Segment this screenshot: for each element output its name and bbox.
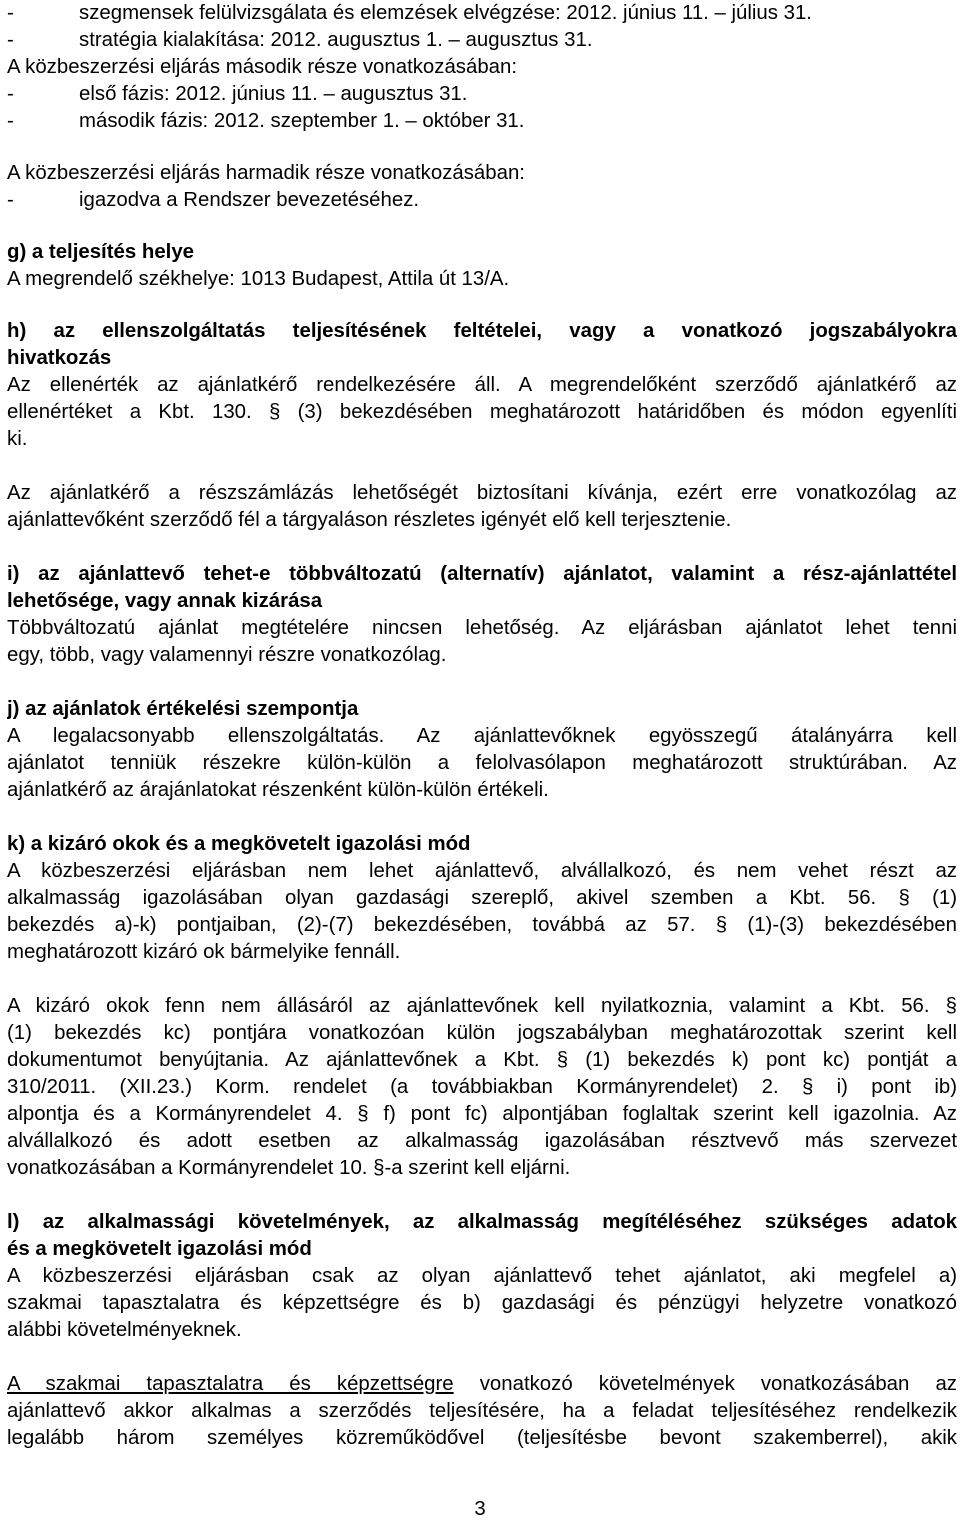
paragraph-line: meghatározott kizáró ok bármelyike fennáll.: [7, 941, 401, 963]
paragraph-line: alábbi követelményeknek.: [7, 1319, 242, 1341]
dash-bullet: -: [7, 83, 14, 105]
section-title-g: g) a teljesítés helye: [7, 241, 195, 263]
list-item: - stratégia kialakítása: 2012. augusztus 1. – augusztus 31.: [7, 27, 957, 54]
paragraph-line: A kizáró okok fenn nem állásáról az ajánlattevőnek kell nyilatkoznia, valamint a Kbt. 56. §: [7, 995, 957, 1017]
paragraph-line: alkalmasság igazolásában olyan gazdasági szereplő, akivel szemben a Kbt. 56. § (1): [7, 887, 957, 909]
paragraph-line: bekezdés a)-k) pontjaiban, (2)-(7) bekezdésében, továbbá az 57. § (1)-(3) bekezdésében: [7, 914, 957, 936]
paragraph-line: (1) bekezdés kc) pontjára vonatkozóan külön jogszabályban meghatározottak szerint kell: [7, 1022, 957, 1044]
list-item: - első fázis: 2012. június 11. – augusztus 31.: [7, 81, 957, 108]
paragraph-line: ajánlatkérő az árajánlatokat részenként külön-külön értékeli.: [7, 779, 549, 801]
paragraph-line: A szakmai tapasztalatra és képzettségre vonatkozó követelmények vonatkozásában az: [7, 1373, 957, 1395]
paragraph-line: A közbeszerzési eljárásban nem lehet ajánlattevő, alvállalkozó, és nem vehet részt az: [7, 860, 957, 882]
section-title-h-cont: hivatkozás: [7, 347, 112, 369]
paragraph-line: ki.: [7, 428, 28, 450]
paragraph-line: ajánlatot tenniük részekre külön-külön a felolvasólapon meghatározott struktúrában. Az: [7, 752, 957, 774]
paragraph-line: egy, több, vagy valamennyi részre vonatkozólag.: [7, 644, 447, 666]
paragraph-line: vonatkozásában a Kormányrendelet 10. §-a szerint kell eljárni.: [7, 1157, 571, 1179]
paragraph-line: Az ajánlatkérő a részszámlázás lehetőségét biztosítani kívánja, ezért erre vonatkozólag az: [7, 482, 957, 504]
section-title-k: k) a kizáró okok és a megkövetelt igazolási mód: [7, 833, 471, 855]
paragraph-line: A legalacsonyabb ellenszolgáltatás. Az ajánlattevőknek egyösszegű átalányárra kell: [7, 725, 957, 747]
dash-bullet: -: [7, 2, 14, 24]
paragraph-line: ajánlattevőként szerződő fél a tárgyaláson részletes igényét elő kell terjesztenie.: [7, 509, 732, 531]
dash-bullet: -: [7, 29, 14, 51]
paragraph-line: alvállalkozó és adott esetben az alkalmasság igazolásában résztvevő más szervezet: [7, 1130, 957, 1152]
list-item: - második fázis: 2012. szeptember 1. – október 31.: [7, 108, 957, 135]
paragraph-line: ajánlattevő akkor alkalmas a szerződés teljesítésére, ha a feladat teljesítéséhez rendelkezik: [7, 1400, 957, 1422]
paragraph-line: Többváltozatú ajánlat megtételére nincsen lehetőség. Az eljárásban ajánlatot lehet tenni: [7, 617, 957, 639]
paragraph-line: A közbeszerzési eljárásban csak az olyan ajánlattevő tehet ajánlatot, aki megfelel a): [7, 1265, 957, 1287]
paragraph-line: A megrendelő székhelye: 1013 Budapest, Attila út 13/A.: [7, 268, 510, 290]
paragraph-line: 310/2011. (XII.23.) Korm. rendelet (a továbbiakban Kormányrendelet) 2. § i) pont ib): [7, 1076, 957, 1098]
section-title-i: i) az ajánlattevő tehet-e többváltozatú (alternatív) ajánlatot, valamint a rész-ajánlattétel: [7, 563, 957, 585]
section-title-l: l) az alkalmassági követelmények, az alkalmasság megítéléséhez szükséges adatok: [7, 1211, 957, 1233]
list-item: - igazodva a Rendszer bevezetéséhez.: [7, 187, 957, 214]
underlined-phrase: A szakmai tapasztalatra és képzettségre: [7, 1373, 454, 1395]
section-title-i-cont: lehetősége, vagy annak kizárása: [7, 590, 323, 612]
section-title-h: h) az ellenszolgáltatás teljesítésének feltételei, vagy a vonatkozó jogszabályokra: [7, 320, 957, 342]
dash-bullet: -: [7, 110, 14, 132]
section-title-l-cont: és a megkövetelt igazolási mód: [7, 1238, 312, 1260]
paragraph-line: ellenértéket a Kbt. 130. § (3) bekezdésében meghatározott határidőben és módon egyenlíti: [7, 401, 957, 423]
paragraph-line: szakmai tapasztalatra és képzettségre és b) gazdasági és pénzügyi helyzetre vonatkozó: [7, 1292, 957, 1314]
page-number: 3: [474, 1498, 486, 1520]
document-page: [7, 0, 957, 1452]
section-title-j: j) az ajánlatok értékelési szempontja: [7, 698, 359, 720]
list-item: - szegmensek felülvizsgálata és elemzések elvégzése: 2012. június 11. – július 31.: [7, 0, 957, 27]
dash-bullet: -: [7, 189, 14, 211]
paragraph-line: Az ellenérték az ajánlatkérő rendelkezésére áll. A megrendelőként szerződő ajánlatkérő az: [7, 374, 957, 396]
paragraph-line: dokumentumot benyújtania. Az ajánlattevőnek a Kbt. § (1) bekezdés k) pont kc) pontját a: [7, 1049, 957, 1071]
section-heading-part3: A közbeszerzési eljárás harmadik része vonatkozásában:: [7, 162, 525, 184]
paragraph-line: alpontja és a Kormányrendelet 4. § f) pont fc) alpontjában foglaltak szerint kell igazolnia. Az: [7, 1103, 957, 1125]
section-heading-part2: A közbeszerzési eljárás második része vonatkozásában:: [7, 56, 518, 78]
paragraph-line: legalább három személyes közreműködővel (teljesítésbe bevont szakemberrel), akik: [7, 1427, 957, 1449]
